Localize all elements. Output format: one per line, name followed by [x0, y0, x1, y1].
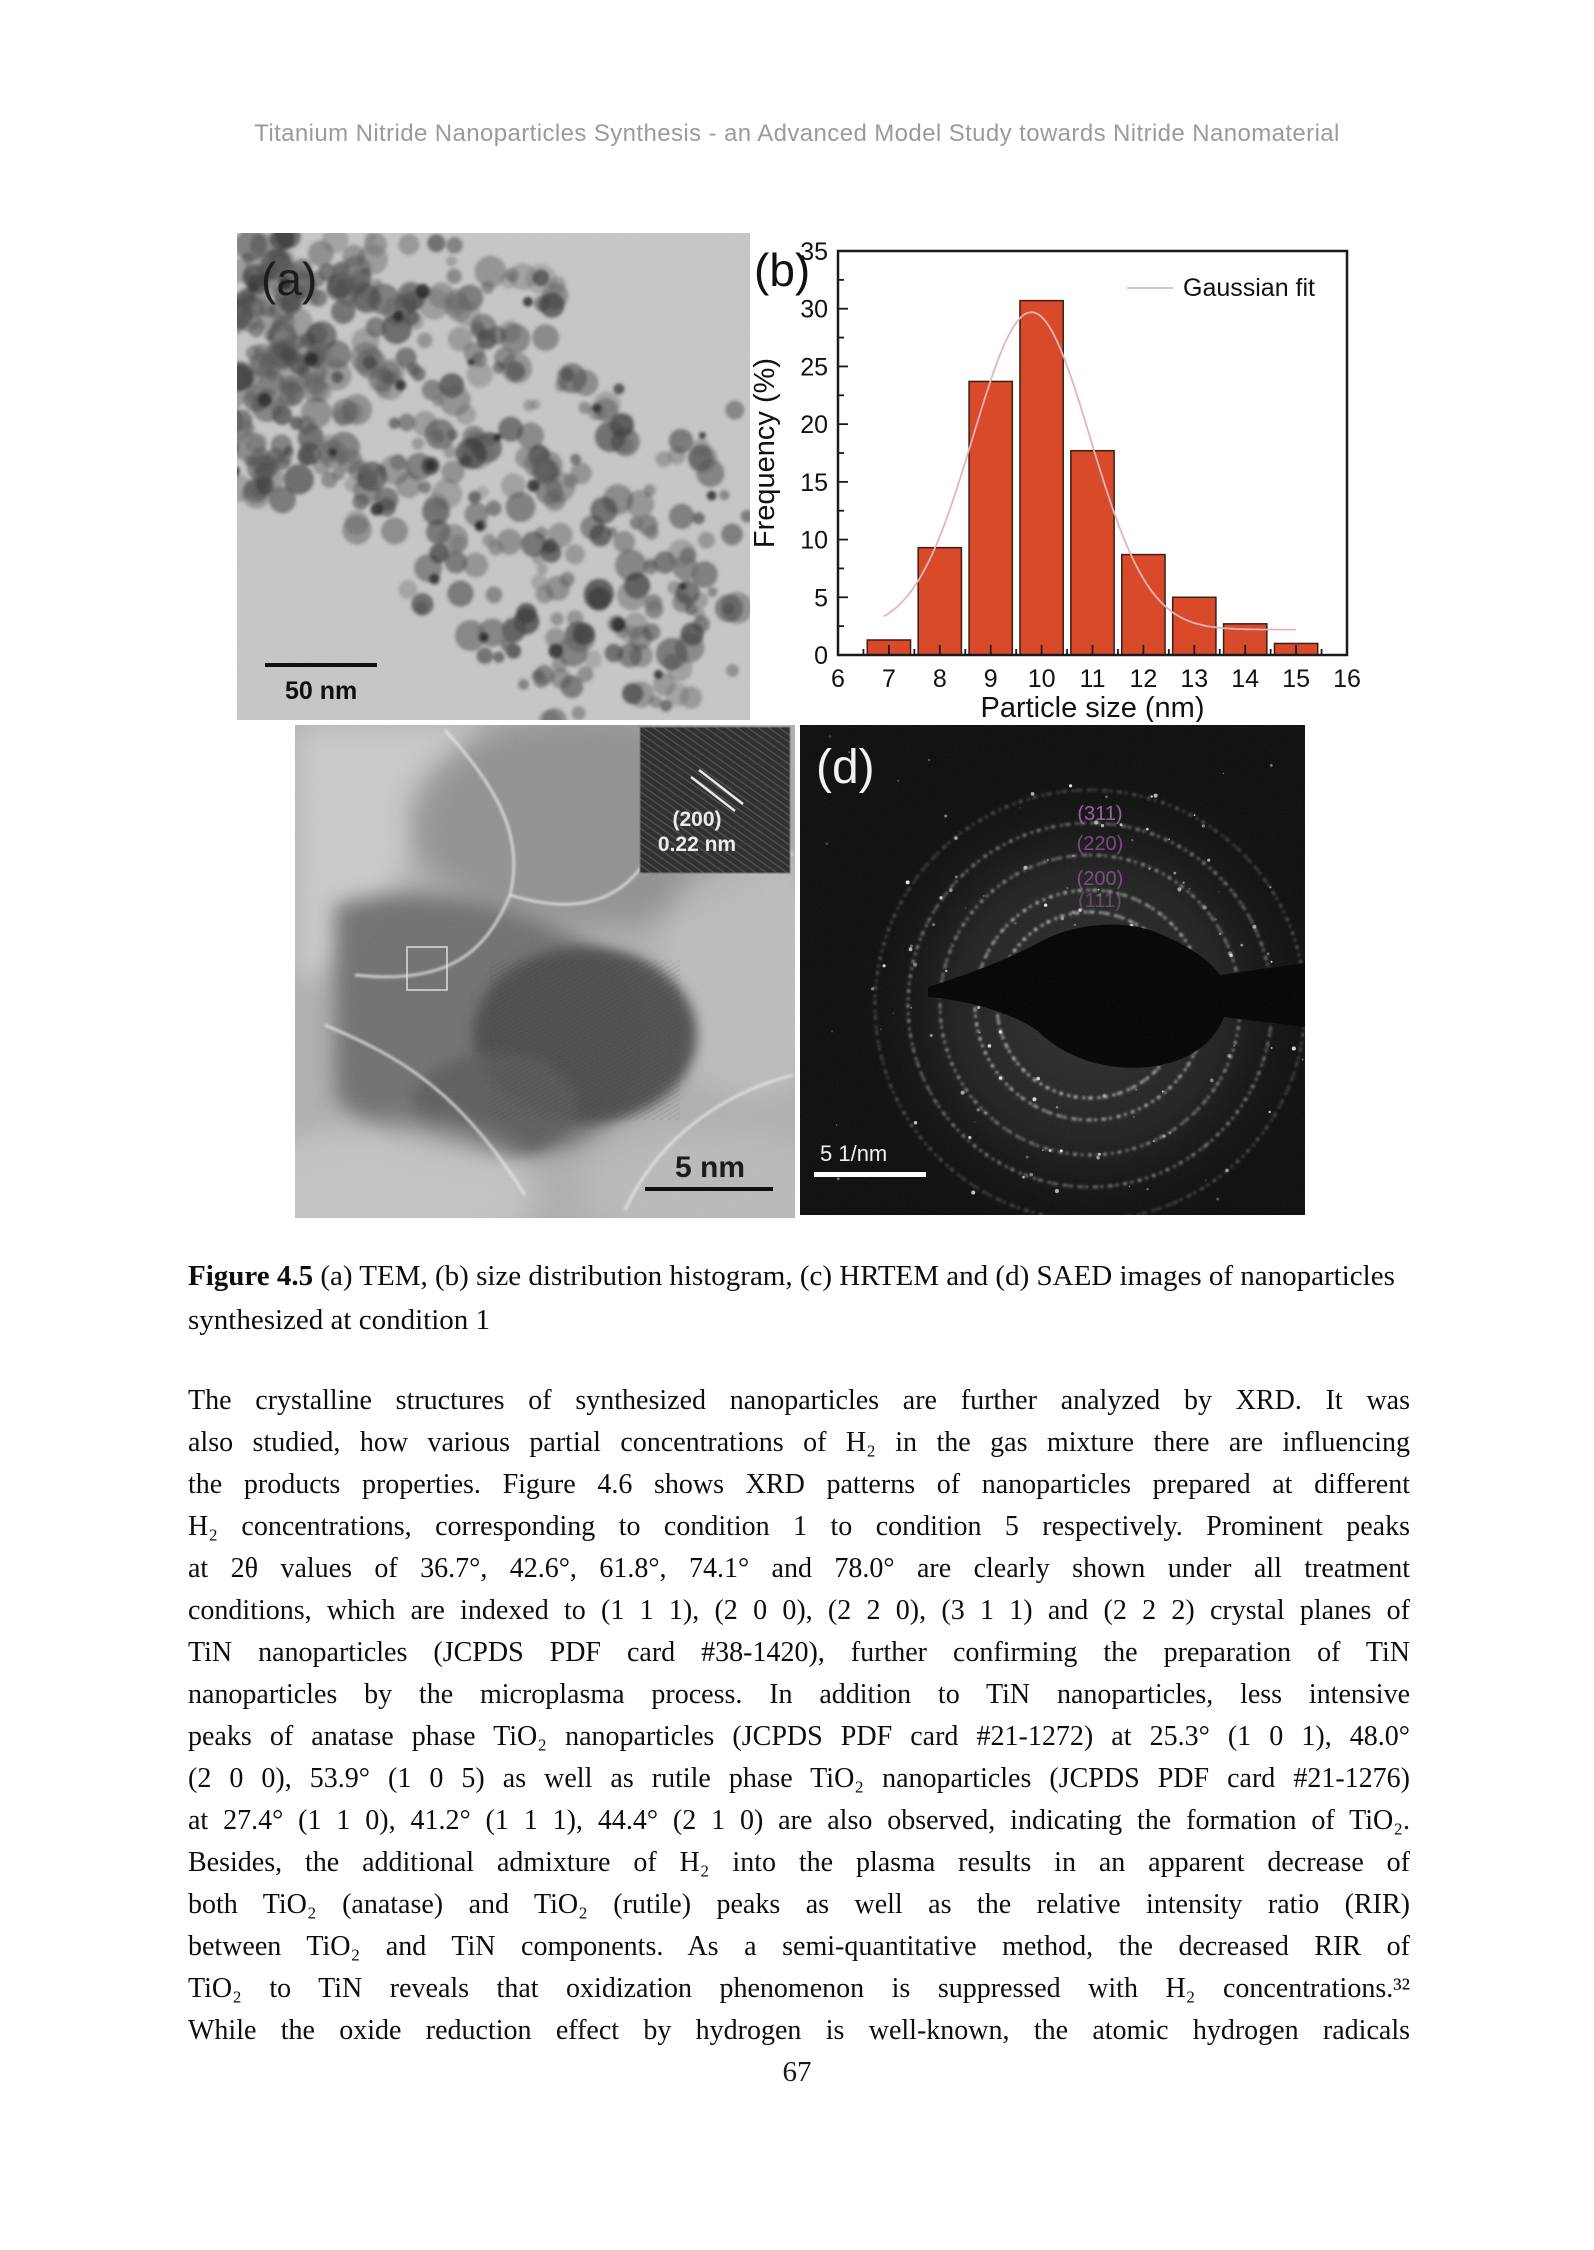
- inset-spacing-label: 0.22 nm: [657, 833, 737, 856]
- body-line: While the oxide reduction effect by hydrogen is well-known, the atomic hydrogen radicals: [188, 2015, 1410, 2046]
- panel-b-label: (b): [754, 244, 811, 296]
- body-line: the products properties. Figure 4.6 shows XRD patterns of nanoparticles prepared at different: [188, 1469, 1410, 1500]
- histogram-bar: [1020, 301, 1063, 655]
- body-line: H₂ concentrations, corresponding to condition 1 to condition 5 respectively. Prominent peaks: [188, 1511, 1410, 1542]
- x-tick-label: 7: [881, 665, 896, 693]
- body-line: TiN nanoparticles (JCPDS PDF card #38-1420), further confirming the preparation of TiN: [188, 1637, 1410, 1668]
- scale-bar-line: [645, 1187, 773, 1191]
- saed-image-panel-d: [800, 725, 1305, 1215]
- ring-label-311: (311): [1077, 803, 1123, 825]
- x-tick-label: 11: [1079, 665, 1106, 693]
- y-axis-label: Frequency (%): [749, 357, 781, 549]
- y-tick-label: 35: [800, 238, 828, 266]
- x-tick-label: 12: [1129, 665, 1158, 693]
- histogram-bar: [918, 548, 961, 655]
- body-line: The crystalline structures of synthesized nanoparticles are further analyzed by XRD. It was: [188, 1385, 1410, 1416]
- hrtem-image-panel-c: [295, 725, 795, 1218]
- histogram-panel-b: [740, 230, 1380, 722]
- body-line: conditions, which are indexed to (1 1 1), (2 0 0), (2 2 0), (3 1 1) and (2 2 2) crystal planes of: [188, 1595, 1410, 1626]
- lattice-inset: [640, 727, 790, 873]
- body-line: TiO₂ to TiN reveals that oxidization phenomenon is suppressed with H₂ concentrations.³²: [188, 1973, 1410, 2004]
- panel-d-label: (d): [816, 741, 875, 794]
- scale-bar-line: [265, 663, 377, 667]
- histogram-bar: [1122, 555, 1165, 655]
- histogram-bar: [1071, 451, 1114, 655]
- legend-label: Gaussian fit: [1183, 274, 1316, 302]
- scale-bar-label: 5 1/nm: [820, 1141, 888, 1166]
- inset-plane-label: (200): [672, 808, 722, 831]
- body-line: between TiO₂ and TiN components. As a semi-quantitative method, the decreased RIR of: [188, 1931, 1410, 1962]
- y-tick-label: 0: [814, 642, 828, 670]
- x-tick-label: 9: [983, 665, 998, 693]
- x-tick-label: 16: [1333, 665, 1361, 693]
- y-tick-label: 15: [800, 468, 828, 497]
- body-line: Besides, the additional admixture of H₂ into the plasma results in an apparent decrease of: [188, 1847, 1410, 1878]
- page-number: 67: [782, 2056, 812, 2088]
- x-tick-label: 10: [1027, 665, 1056, 693]
- body-line: at 2θ values of 36.7°, 42.6°, 61.8°, 74.1° and 78.0° are clearly shown under all treatment: [188, 1553, 1410, 1584]
- x-tick-label: 6: [831, 665, 845, 693]
- x-tick-label: 8: [932, 665, 947, 693]
- x-axis-label: Particle size (nm): [980, 692, 1205, 722]
- scale-bar-line: [814, 1172, 926, 1177]
- caption-figure-number: Figure 4.5: [188, 1260, 314, 1292]
- body-line: both TiO₂ (anatase) and TiO₂ (rutile) peaks as well as the relative intensity ratio (RIR): [188, 1889, 1410, 1920]
- panel-a-label: (a): [261, 253, 318, 305]
- caption-line-1: [188, 1254, 1418, 1298]
- y-tick-label: 20: [800, 411, 828, 440]
- y-tick-label: 10: [800, 526, 828, 555]
- scale-bar-label: 5 nm: [675, 1151, 746, 1184]
- histogram-bar: [969, 381, 1012, 655]
- scale-bar-label: 50 nm: [285, 677, 358, 705]
- y-tick-label: 5: [814, 584, 828, 613]
- body-line: also studied, how various partial concentrations of H₂ in the gas mixture there are influencing: [188, 1427, 1410, 1458]
- body-paragraph: [188, 1380, 1410, 2052]
- ring-label-220: (220): [1076, 833, 1124, 855]
- histogram-plot: [749, 238, 1361, 722]
- caption-line-2: synthesized at condition 1: [188, 1304, 491, 1336]
- ring-label-200: (200): [1076, 868, 1124, 890]
- image-grain: [237, 233, 750, 720]
- ring-label-111: (111): [1078, 890, 1122, 912]
- x-tick-label: 15: [1282, 665, 1311, 693]
- body-line: at 27.4° (1 1 0), 41.2° (1 1 1), 44.4° (2 1 0) are also observed, indicating the formation of TiO₂.: [188, 1805, 1410, 1836]
- x-tick-label: 13: [1180, 665, 1209, 693]
- tem-image-panel-a: [237, 233, 750, 720]
- running-header: Titanium Nitride Nanoparticles Synthesis - an Advanced Model Study towards Nitride Nanomaterial: [254, 120, 1340, 147]
- body-line: peaks of anatase phase TiO₂ nanoparticles (JCPDS PDF card #21-1272) at 25.3° (1 0 1), 48.0°: [188, 1721, 1410, 1752]
- y-tick-label: 30: [800, 295, 828, 324]
- figure-caption: [188, 1254, 1418, 1342]
- body-line: (2 0 0), 53.9° (1 0 5) as well as rutile phase TiO₂ nanoparticles (JCPDS PDF card #21-1276): [188, 1763, 1410, 1794]
- body-line: nanoparticles by the microplasma process. In addition to TiN nanoparticles, less intensive: [188, 1679, 1410, 1710]
- y-tick-label: 25: [800, 353, 828, 382]
- caption-text: (a) TEM, (b) size distribution histogram, (c) HRTEM and (d) SAED images of nanoparticles: [313, 1260, 1395, 1292]
- x-tick-label: 14: [1231, 665, 1260, 693]
